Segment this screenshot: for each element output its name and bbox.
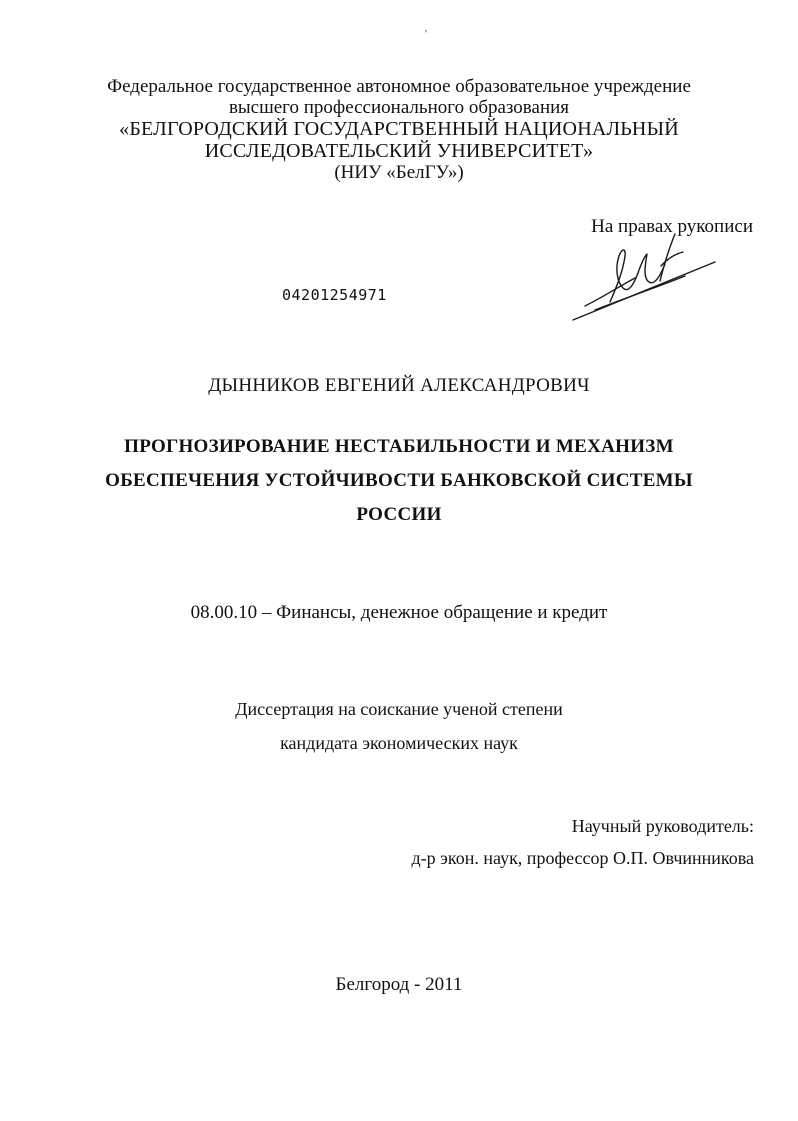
institution-line-2: высшего профессионального образования — [228, 97, 570, 118]
supervisor-name: д-р экон. наук, профессор О.П. Овчинникова — [411, 848, 754, 868]
specialty-code: 08.00.10 – Финансы, денежное обращение и кредит — [190, 602, 608, 623]
signature-image — [565, 226, 730, 326]
degree-line-1: Диссертация на соискание ученой степени — [235, 699, 563, 719]
institution-line-1: Федеральное государственное автономное образовательное учреждение — [107, 76, 691, 97]
manuscript-rights-note: На правах рукописи — [591, 216, 753, 237]
supervisor-label: Научный руководитель: — [571, 816, 754, 836]
scan-mark: ' — [425, 28, 427, 40]
author-name: ДЫННИКОВ ЕВГЕНИЙ АЛЕКСАНДРОВИЧ — [208, 375, 590, 396]
title-line-2: ОБЕСПЕЧЕНИЯ УСТОЙЧИВОСТИ БАНКОВСКОЙ СИСТЕМЫ — [105, 470, 693, 491]
university-name-line-2: ИССЛЕДОВАТЕЛЬСКИЙ УНИВЕРСИТЕТ» — [204, 140, 594, 162]
university-abbreviation: (НИУ «БелГУ») — [334, 162, 464, 183]
place-and-year: Белгород - 2011 — [335, 974, 463, 995]
title-line-1: ПРОГНОЗИРОВАНИЕ НЕСТАБИЛЬНОСТИ И МЕХАНИЗМ — [124, 436, 674, 457]
registration-number: 04201254971 — [282, 286, 387, 304]
title-line-3: РОССИИ — [356, 504, 442, 525]
degree-line-2: кандидата экономических наук — [280, 733, 518, 753]
university-name-line-1: «БЕЛГОРОДСКИЙ ГОСУДАРСТВЕННЫЙ НАЦИОНАЛЬНЫЙ — [119, 118, 679, 140]
